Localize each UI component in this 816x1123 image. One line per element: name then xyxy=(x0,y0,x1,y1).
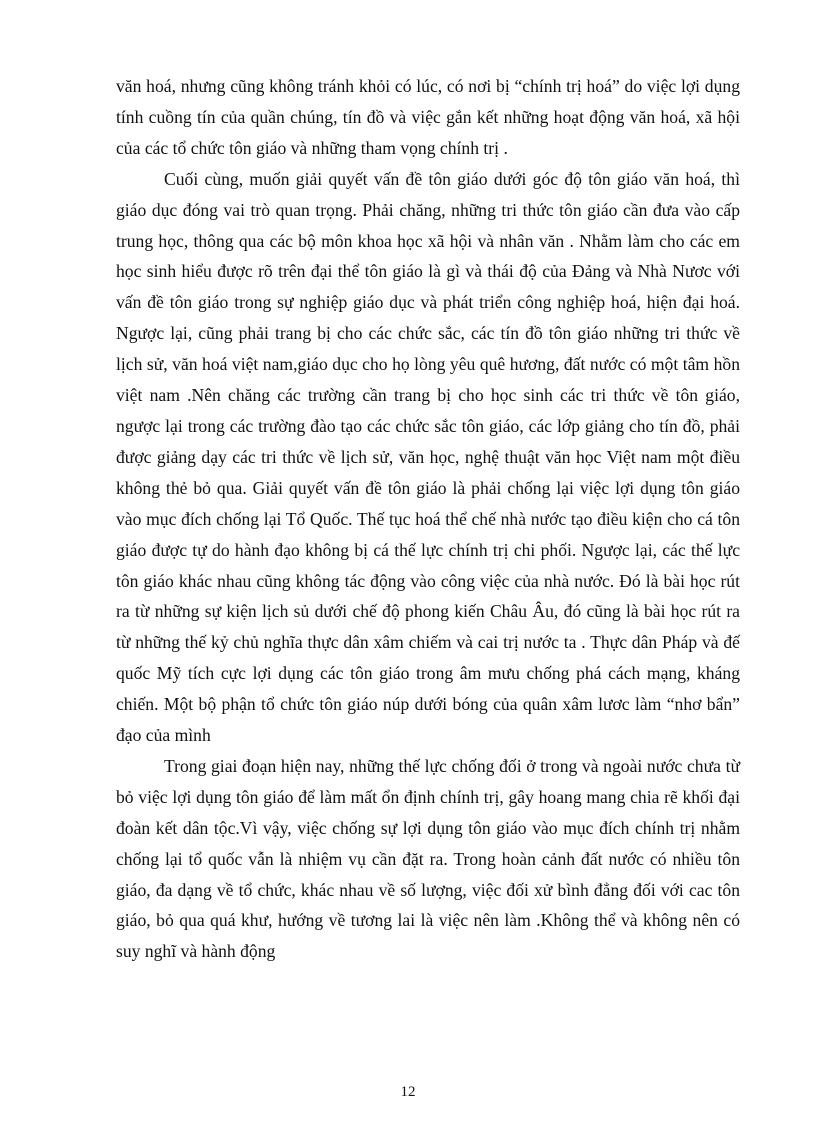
paragraph-1: văn hoá, nhưng cũng không tránh khỏi có lúc, có nơi bị “chính trị hoá” do việc lợi dụng tính cuồng tín của quần chúng, tín đồ và việc gắn kết những hoạt động văn hoá, xã hội của các tổ chức tôn giáo và những tham vọng chính trị . xyxy=(116,76,740,158)
paragraph-3: Trong giai đoạn hiện nay, những thế lực chống đối ở trong và ngoài nước chưa từ bỏ việc lợi dụng tôn giáo để làm mất ổn định chính trị, gây hoang mang chia rẽ khối đại đoàn kết dân tộc.Vì vậy, việc chống sự lợi dụng tôn giáo vào mục đích chính trị nhằm chống lại tổ quốc vẫn là nhiệm vụ cần đặt ra. Trong hoàn cảnh đất nước có nhiều tôn giáo, đa dạng về tổ chức, khác nhau về số lượng, việc đối xử bình đẳng đối với cac tôn giáo, bỏ qua quá khư, hướng về tương lai là việc nên làm .Không thể và không nên có suy nghĩ và hành động xyxy=(116,755,740,962)
body-text xyxy=(116,71,740,967)
paragraph-2: Cuối cùng, muốn giải quyết vấn đề tôn giáo dưới góc độ tôn giáo văn hoá, thì giáo dục đóng vai trò quan trọng. Phải chăng, những tri thức tôn giáo cần đưa vào cấp trung học, thông qua các bộ môn khoa học xã hội và nhân văn . Nhằm làm cho các em học sinh hiểu được rõ trên đại thể tôn giáo là gì và thái độ của Đảng và Nhà Nươc với vấn đề tôn giáo trong sự nghiệp giáo dục và phát triển công nghiệp hoá, hiện đại hoá. Ngược lại, cũng phải trang bị cho các chức sắc, các tín đồ tôn giáo những tri thức về lịch sử, văn hoá việt nam,giáo dục cho họ lòng yêu quê hương, đất nước có một tâm hồn việt nam .Nên chăng các trường cần trang bị cho học sinh các tri thức về tôn giáo, ngược lại trong các trường đào tạo các chức sắc tôn giáo, các lớp giảng cho tín đồ, phải được giảng dạy các tri thức về lịch sử, văn học, nghệ thuật văn học Việt nam một điều không thẻ bỏ qua. Giải quyết vấn đề tôn giáo là phải chống lại việc lợi dụng tôn giáo vào mục đích chống lại Tổ Quốc. Thế tục hoá thể chế nhà nước tạo điều kiện cho cá tôn giáo được tự do hành đạo không bị cá thế lực chính trị chi phối. Ngược lại, các thế lực tôn giáo khác nhau cũng không tác động vào công việc của nhà nước. Đó là bài học rút ra từ những sự kiện lịch sủ dưới chế độ phong kiến Châu Âu, đó cũng là bài học rút ra từ những thế kỷ chủ nghĩa thực dân xâm chiếm và cai trị nước ta . Thực dân Pháp và đế quốc Mỹ tích cực lợi dụng các tôn giáo trong âm mưu chống phá cách mạng, kháng chiến. Một bộ phận tổ chức tôn giáo núp dưới bóng của quân xâm lươc làm “nhơ bẩn” đạo của mình xyxy=(116,168,740,746)
page-number: 12 xyxy=(400,1084,416,1100)
